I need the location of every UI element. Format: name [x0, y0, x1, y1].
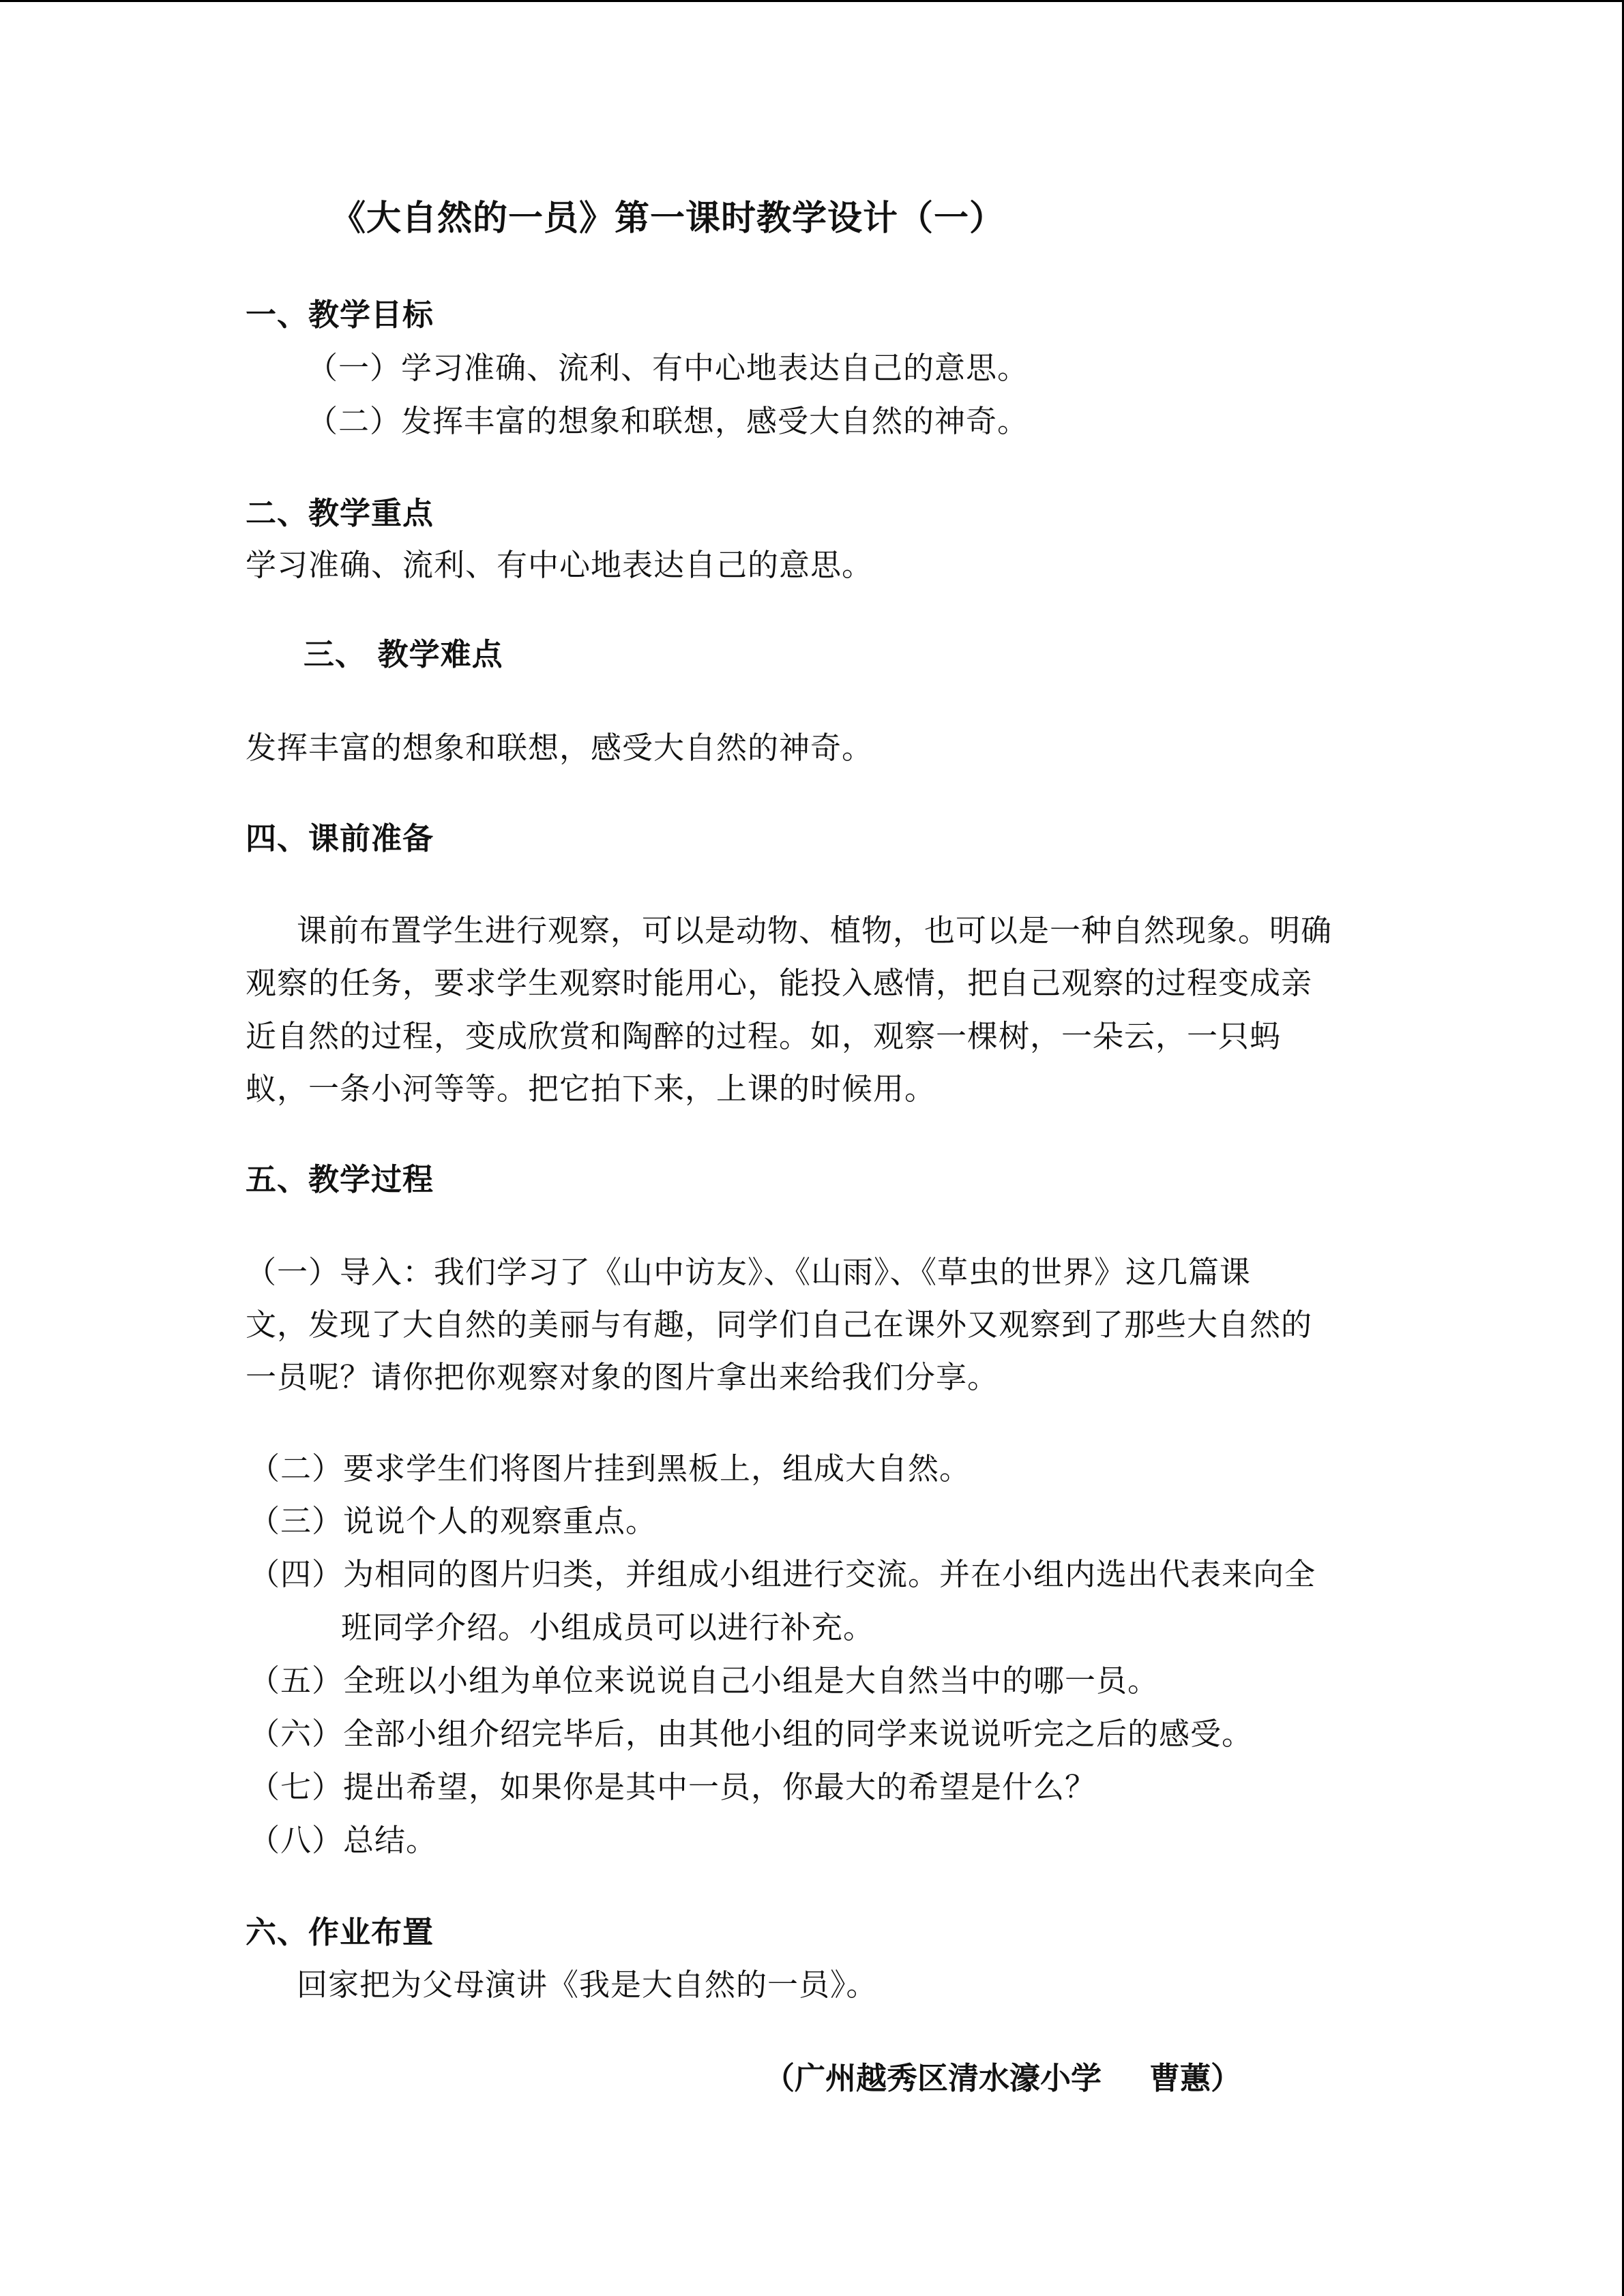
preparation-line-2: 观察的任务，要求学生观察时能用心，能投入感情，把自己观察的过程变成亲 [246, 965, 1313, 1001]
heading-goals: 一、教学目标 [246, 297, 434, 333]
preparation-line-3: 近自然的过程，变成欣赏和陶醉的过程。如，观察一棵树，一朵云，一只蚂 [246, 1018, 1282, 1054]
heading-process: 五、教学过程 [246, 1161, 434, 1197]
preparation-line-4: 蚁，一条小河等等。把它拍下来，上课的时候用。 [246, 1071, 936, 1107]
heading-homework: 六、作业布置 [246, 1914, 434, 1950]
process-step-7: （七）提出希望，如果你是其中一员，你最大的希望是什么？ [249, 1769, 1097, 1805]
heading-preparation: 四、课前准备 [246, 820, 434, 856]
document-title: 《大自然的一员》第一课时教学设计（一） [331, 198, 1005, 239]
process-step-8: （八）总结。 [249, 1822, 438, 1858]
process-step-2: （二）要求学生们将图片挂到黑板上，组成大自然。 [249, 1450, 971, 1487]
homework-text: 回家把为父母演讲《我是大自然的一员》。 [297, 1967, 878, 2003]
heading-key-point: 二、教学重点 [246, 495, 434, 531]
process-step-3: （三）说说个人的观察重点。 [249, 1503, 658, 1539]
goal-item-2: （二）发挥丰富的想象和联想，感受大自然的神奇。 [307, 403, 1029, 439]
signature-author: 曹蕙） [1149, 2060, 1242, 2096]
process-step-4-continued: 班同学介绍。小组成员可以进行补充。 [341, 1609, 875, 1645]
process-step-5: （五）全班以小组为单位来说说自己小组是大自然当中的哪一员。 [249, 1663, 1160, 1699]
heading-difficulty: 三、 教学难点 [304, 636, 503, 672]
process-intro-line-1: （一）导入：我们学习了《山中访友》、《山雨》、《草虫的世界》这几篇课 [246, 1254, 1252, 1290]
process-step-6: （六）全部小组介绍完毕后，由其他小组的同学来说说听完之后的感受。 [249, 1716, 1254, 1752]
process-intro-line-3: 一员呢？请你把你观察对象的图片拿出来给我们分享。 [246, 1359, 999, 1395]
preparation-line-1: 课前布置学生进行观察，可以是动物、植物，也可以是一种自然现象。明确 [297, 912, 1333, 949]
difficulty-text: 发挥丰富的想象和联想，感受大自然的神奇。 [246, 730, 874, 766]
process-step-4: （四）为相同的图片归类，并组成小组进行交流。并在小组内选出代表来向全 [249, 1556, 1316, 1592]
signature [764, 2058, 1241, 2099]
process-intro-line-2: 文，发现了大自然的美丽与有趣，同学们自己在课外又观察到了那些大自然的 [246, 1307, 1313, 1343]
goal-item-1: （一）学习准确、流利、有中心地表达自己的意思。 [307, 350, 1029, 386]
key-point-text: 学习准确、流利、有中心地表达自己的意思。 [246, 547, 874, 583]
signature-school: （广州越秀区清水濠小学 [764, 2060, 1102, 2096]
